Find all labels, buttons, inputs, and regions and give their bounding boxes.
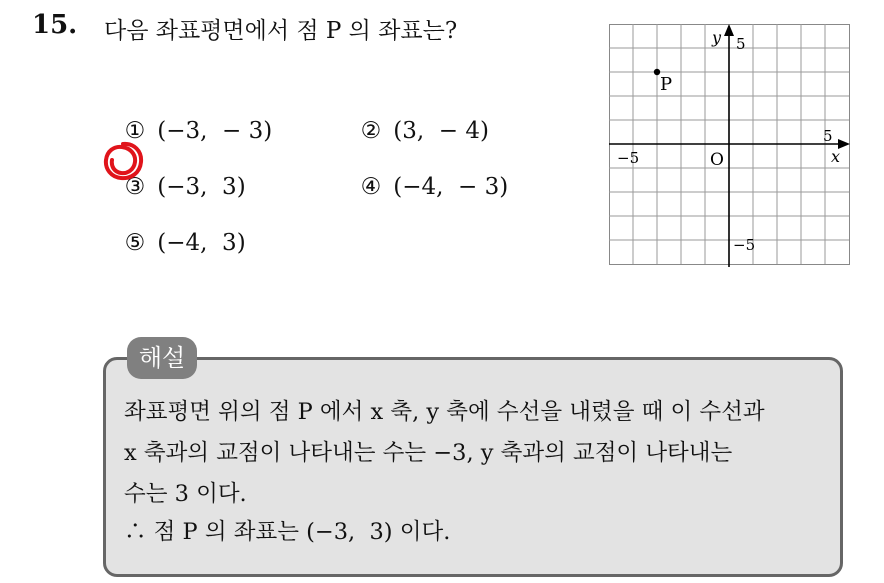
y-pos-tick-label: 5: [736, 35, 746, 53]
choice-value: (−3, 3): [157, 174, 246, 200]
choice-value: (−3, − 3): [157, 118, 273, 144]
choice-4[interactable]: [346, 148, 508, 200]
choice-mark: ④: [360, 174, 382, 200]
coordinate-plane: [609, 24, 851, 267]
choice-value: (−4, − 3): [393, 174, 509, 200]
choice-mark: ⑤: [124, 230, 146, 256]
choice-1[interactable]: [110, 92, 272, 144]
choice-2[interactable]: [346, 92, 489, 144]
choice-mark: ②: [360, 118, 382, 144]
y-neg-tick-label: −5: [733, 236, 756, 254]
question-number: 15.: [32, 10, 78, 40]
x-pos-tick-label: 5: [823, 127, 833, 145]
explanation-tag: 해설: [127, 337, 197, 379]
x-axis-label: x: [831, 147, 841, 166]
choice-mark: ③: [124, 174, 146, 200]
question-text: 다음 좌표평면에서 점 P 의 좌표는?: [104, 18, 458, 44]
choice-mark: ①: [124, 118, 146, 144]
explanation-line-4: ∴ 점 P 의 좌표는 (−3, 3) 이다.: [124, 519, 451, 545]
x-neg-tick-label: −5: [617, 149, 640, 167]
explanation-line-2: x 축과의 교점이 나타내는 수는 −3, y 축과의 교점이 나타내는: [124, 440, 733, 466]
y-axis-label: y: [712, 28, 722, 47]
choice-value: (3, − 4): [393, 118, 489, 144]
explanation-line-3: 수는 3 이다.: [124, 481, 247, 507]
choice-value: (−4, 3): [157, 230, 246, 256]
choice-5[interactable]: [110, 204, 246, 256]
selection-circle-mark: [100, 138, 146, 184]
origin-label: O: [710, 150, 724, 170]
point-p-label: P: [660, 74, 673, 95]
explanation-line-1: 좌표평면 위의 점 P 에서 x 축, y 축에 수선을 내렸을 때 이 수선과: [124, 399, 765, 425]
